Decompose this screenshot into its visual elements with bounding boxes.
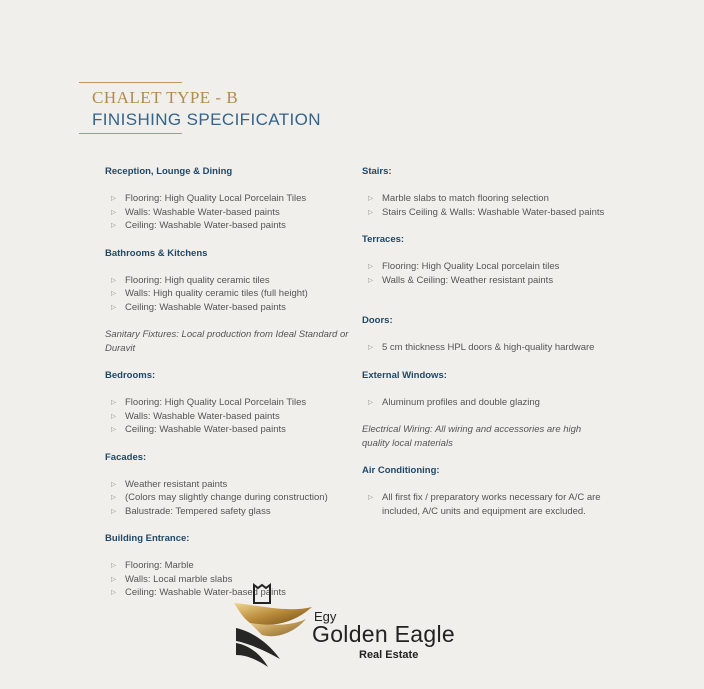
- list-item: ▷ Flooring: Marble: [111, 560, 194, 571]
- list-item: ▷ Weather resistant paints: [111, 478, 228, 490]
- left-column: [105, 165, 350, 614]
- bullet-icon: ▷: [368, 398, 373, 406]
- section-heading-stairs: Stairs:: [362, 166, 392, 177]
- list-item: ▷ Ceiling: Washable Water-based paints: [111, 301, 286, 313]
- list-item: ▷ Flooring: High Quality Local Porcelain Tiles: [111, 397, 307, 408]
- logo-subtitle: Real Estate: [359, 649, 419, 661]
- bullet-icon: ▷: [111, 399, 116, 406]
- list-item: ▷ Ceiling: Washable Water-based paints: [111, 220, 286, 231]
- bullet-icon: ▷: [111, 290, 116, 297]
- logo-small-text: Egy: [314, 609, 337, 624]
- list-item: ▷ Flooring: High Quality Local porcelain tiles: [368, 261, 560, 272]
- section-heading-ac: Air Conditioning:: [362, 465, 440, 476]
- bullet-icon: ▷: [368, 276, 373, 284]
- bullet-icon: ▷: [111, 195, 116, 202]
- electrical-note: Electrical Wiring: All wiring and accessories are high quality local materials: [362, 424, 582, 449]
- sanitary-note: Sanitary Fixtures: Local production from Ideal Standard or Duravit: [105, 329, 349, 354]
- page-title: CHALET TYPE - B: [92, 88, 239, 107]
- bullet-icon: ▷: [368, 494, 373, 501]
- bullet-icon: ▷: [111, 589, 116, 596]
- bathrooms-list: [105, 274, 350, 315]
- section-heading-reception: Reception, Lounge & Dining: [105, 166, 233, 177]
- section-heading-bathrooms: Bathrooms & Kitchens: [105, 247, 208, 259]
- title-rule-bottom: [79, 133, 182, 134]
- stairs-list: [362, 192, 607, 219]
- list-item: ▷ Flooring: High Quality Local Porcelain Tiles: [111, 193, 307, 204]
- section-heading-windows: External Windows:: [362, 369, 447, 381]
- doors-list: [362, 341, 607, 355]
- list-item: ▷ Flooring: High quality ceramic tiles: [111, 274, 270, 286]
- list-item: ▷ All first fix / preparatory works necessary for A/C are included, A/C units and equipment are excluded.: [368, 492, 601, 517]
- list-item: ▷ Ceiling: Washable Water-based paints: [111, 587, 286, 598]
- bullet-icon: ▷: [111, 426, 116, 433]
- list-item: ▷ Walls: Washable Water-based paints: [111, 410, 280, 422]
- section-heading-doors: Doors:: [362, 315, 393, 326]
- bullet-icon: ▷: [368, 263, 373, 270]
- list-item: ▷ Walls: High quality ceramic tiles (full height): [111, 288, 308, 299]
- section-heading-entrance: Building Entrance:: [105, 533, 190, 544]
- logo-name: Golden Eagle: [312, 621, 455, 647]
- list-item: ▷ 5 cm thickness HPL doors & high-quality hardware: [368, 342, 595, 353]
- page-subtitle: FINISHING SPECIFICATION: [92, 110, 321, 129]
- list-item: ▷ Aluminum profiles and double glazing: [368, 396, 540, 408]
- eagle-icon: [232, 583, 317, 673]
- bullet-icon: ▷: [111, 303, 116, 311]
- bullet-icon: ▷: [111, 507, 116, 515]
- list-item: ▷ Walls & Ceiling: Weather resistant paints: [368, 274, 554, 286]
- title-rule-top: [79, 82, 182, 83]
- list-item: ▷ Walls: Local marble slabs: [111, 573, 233, 585]
- company-logo: [232, 583, 482, 673]
- ac-list: [362, 491, 607, 518]
- list-item: ▷ (Colors may slightly change during construction): [111, 492, 328, 503]
- bullet-icon: ▷: [111, 494, 116, 501]
- section-heading-facades: Facades:: [105, 451, 147, 463]
- bullet-icon: ▷: [111, 575, 116, 583]
- bullet-icon: ▷: [368, 195, 373, 202]
- bullet-icon: ▷: [111, 480, 116, 488]
- bedrooms-list: [105, 396, 350, 437]
- bullet-icon: ▷: [111, 562, 116, 569]
- bullet-icon: ▷: [111, 412, 116, 420]
- section-heading-terraces: Terraces:: [362, 234, 405, 245]
- list-item: ▷ Stairs Ceiling & Walls: Washable Water-based paints: [368, 206, 605, 218]
- list-item: ▷ Balustrade: Tempered safety glass: [111, 505, 271, 517]
- section-heading-bedrooms: Bedrooms:: [105, 370, 156, 381]
- list-item: ▷ Ceiling: Washable Water-based paints: [111, 424, 286, 435]
- facades-list: [105, 478, 350, 519]
- list-item: ▷ Marble slabs to match flooring selection: [368, 193, 549, 204]
- reception-list: [105, 192, 350, 233]
- terraces-list: [362, 260, 607, 287]
- bullet-icon: ▷: [368, 208, 373, 216]
- right-column: [362, 165, 607, 532]
- bullet-icon: ▷: [111, 222, 116, 229]
- bullet-icon: ▷: [368, 344, 373, 351]
- bullet-icon: ▷: [111, 276, 116, 284]
- list-item: ▷ Walls: Washable Water-based paints: [111, 206, 280, 218]
- bullet-icon: ▷: [111, 208, 116, 216]
- windows-list: [362, 396, 607, 410]
